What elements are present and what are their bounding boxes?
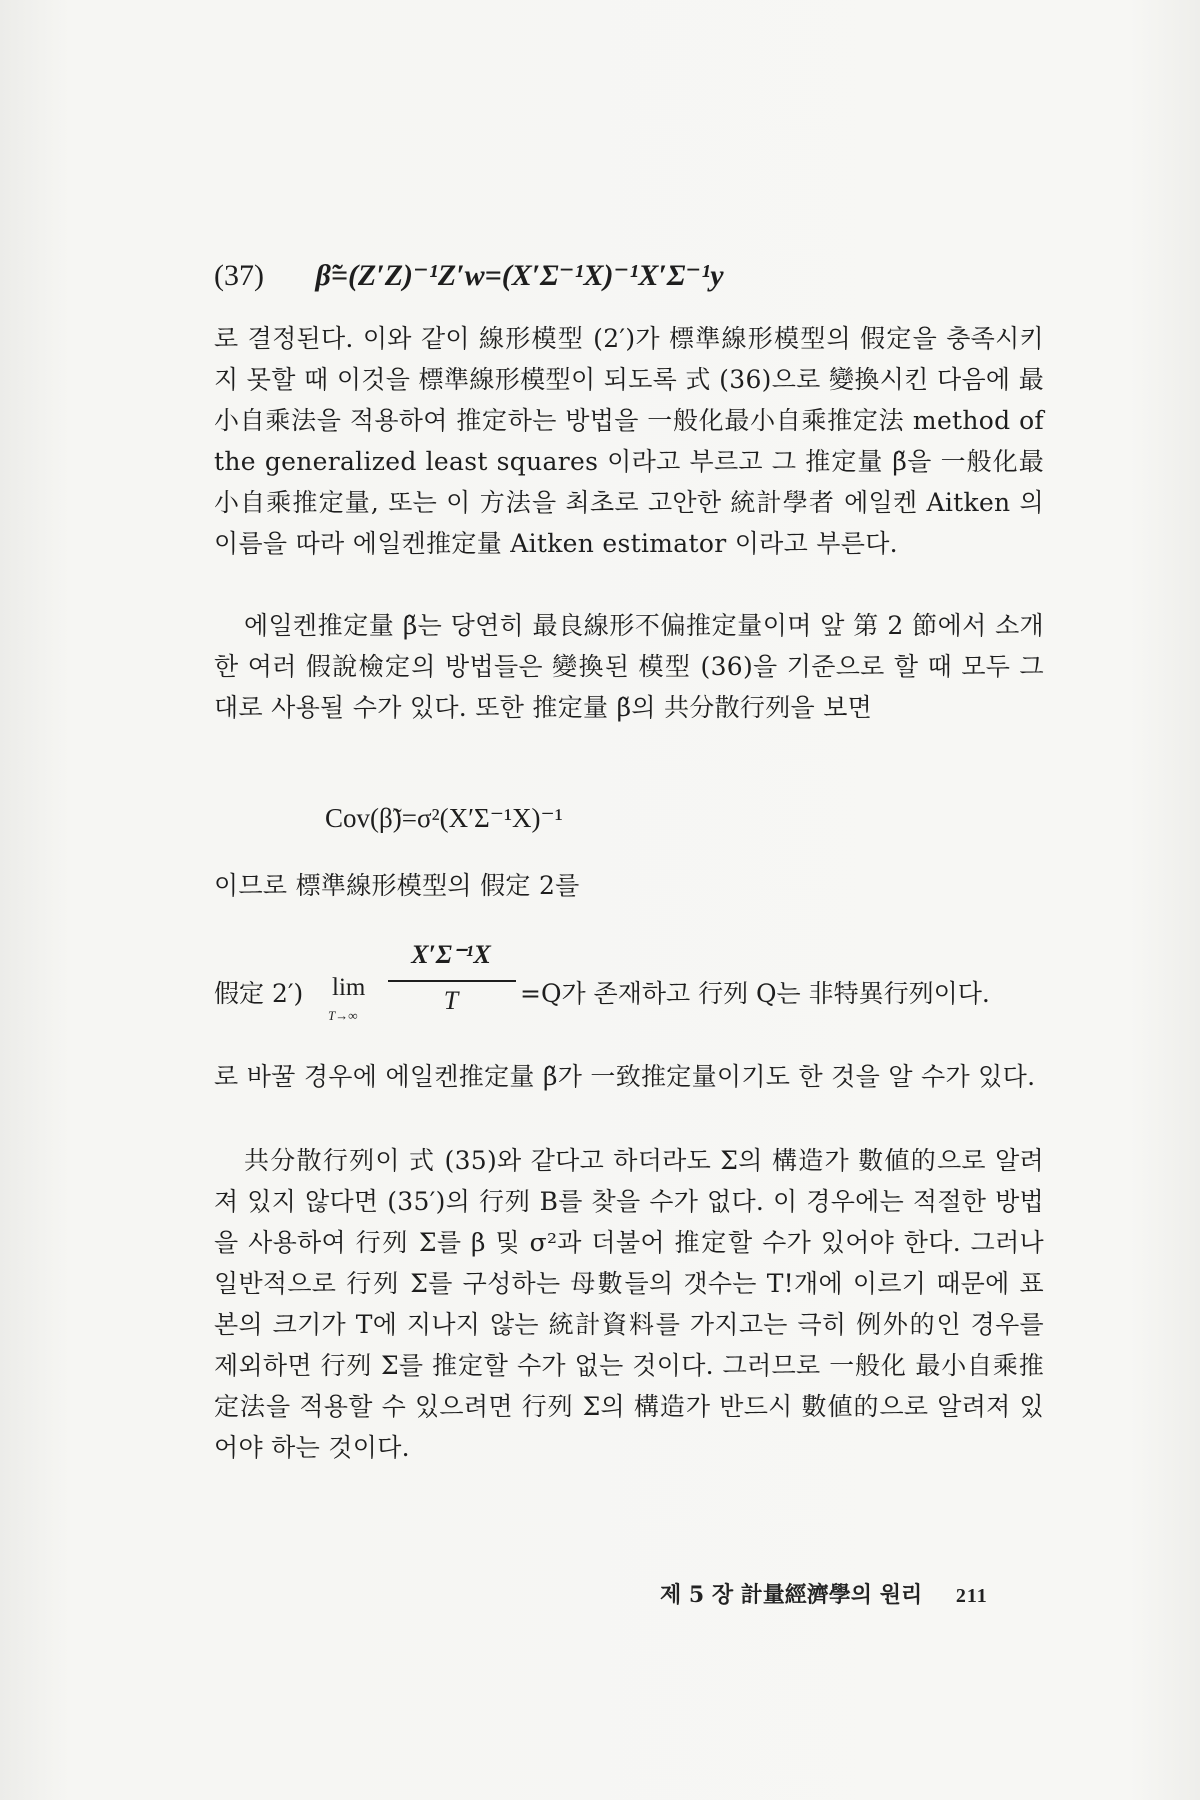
paragraph-aitken-properties: 에일켄推定量 β̃는 당연히 最良線形不偏推定量이며 앞 第 2 節에서 소개한 여러 假說檢定의 방법들은 變換된 模型 (36)을 기준으로 할 때 모두 그대로 사용될 수가 있다. 또한 推定量 β̃의 共分散行列을 보면: [214, 611, 1044, 722]
paragraph-assumption-intro: 이므로 標準線形模型의 假定 2를: [214, 871, 580, 900]
equation-number: (37): [214, 259, 264, 292]
equation-37: [214, 258, 724, 294]
assumption-2-prime: [214, 940, 1044, 1030]
equation-covariance: [325, 800, 563, 836]
paragraph-consistency: 로 바꿀 경우에 에일켄推定量 β̃가 一致推定量이기도 한 것을 알 수가 있다.: [214, 1062, 1036, 1091]
fraction-denominator: T: [443, 986, 459, 1015]
paragraph-gls-definition: 로 결정된다. 이와 같이 線形模型 (2′)가 標準線形模型의 假定을 충족시키지 못할 때 이것을 標準線形模型이 되도록 式 (36)으로 變換시킨 다음에 最小自乘法을 적용하여 推定하는 방법을 一般化最小自乘推定法 method of the generalized least squares 이라고 부르고 그 推定量 β̃을 一般化最小自乘推定量, 또는 이 方法을 최초로 고안한 統計學者 에일켄 Aitken 의 이름을 따라 에일켄推定量 Aitken estimator 이라고 부른다.: [214, 324, 1044, 558]
limit-operator: lim: [332, 974, 366, 1001]
fraction-bar: [388, 980, 516, 982]
equation-37-expression: β̃=(Z′Z)⁻¹Z′w=(X′Σ⁻¹X)⁻¹X′Σ⁻¹y: [315, 259, 724, 292]
paragraph-sigma-structure: 共分散行列이 式 (35)와 같다고 하더라도 Σ의 構造가 數値的으로 알려져 있지 않다면 (35′)의 行列 B를 찾을 수가 없다. 이 경우에는 적절한 방법을 사용하여 行列 Σ를 β 및 σ²과 더불어 推定할 수가 있어야 한다. 그러나 일반적으로 行列 Σ를 구성하는 母數들의 갯수는 T!개에 이르기 때문에 표본의 크기가 T에 지나지 않는 統計資料를 가지고는 극히 例外的인 경우를 제외하면 行列 Σ를 推定할 수가 없는 것이다. 그러므로 一般化 最小自乘推定法을 적용할 수 있으려면 行列 Σ의 構造가 반드시 數値的으로 알려져 있어야 하는 것이다.: [214, 1146, 1044, 1462]
page-footer: [660, 1578, 988, 1609]
assumption-label: 假定 2′): [214, 979, 304, 1008]
chapter-title: 제 5 장 計量經濟學의 원리: [660, 1582, 923, 1608]
assumption-statement: =Q가 존재하고 行列 Q는 非特異行列이다.: [520, 979, 990, 1008]
limit-subscript: T→∞: [328, 1008, 358, 1023]
covariance-expression: Cov(β̃)=σ²(X′Σ⁻¹X)⁻¹: [325, 803, 563, 833]
page-number: 211: [955, 1585, 988, 1607]
fraction-numerator: X′Σ⁻¹X: [411, 940, 491, 969]
